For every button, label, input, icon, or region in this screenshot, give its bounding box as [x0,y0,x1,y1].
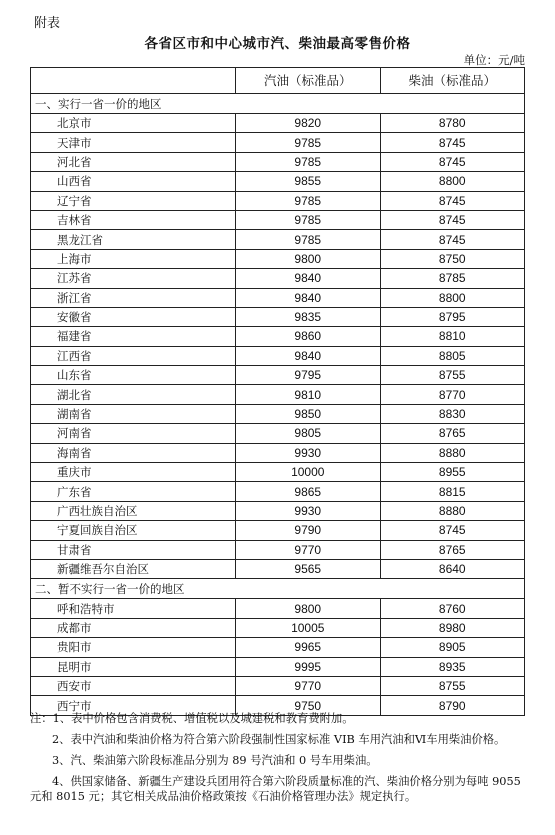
region-cell: 广西壮族自治区 [31,501,236,520]
table-row [31,191,525,210]
region-cell: 西宁市 [31,696,236,715]
region-cell: 湖南省 [31,404,236,423]
gasoline-price-cell: 9930 [236,501,381,520]
gasoline-price-cell: 9795 [236,366,381,385]
table-row [31,443,525,462]
table-row [31,424,525,443]
diesel-price-cell: 8755 [380,366,525,385]
gasoline-price-cell: 9860 [236,327,381,346]
region-cell: 山东省 [31,366,236,385]
region-cell: 重庆市 [31,463,236,482]
table-row [31,114,525,133]
region-cell: 湖北省 [31,385,236,404]
region-cell: 黑龙江省 [31,230,236,249]
diesel-price-cell: 8745 [380,210,525,229]
region-cell: 福建省 [31,327,236,346]
table-row [31,521,525,540]
region-cell: 北京市 [31,114,236,133]
diesel-price-cell: 8745 [380,152,525,171]
diesel-price-cell: 8880 [380,501,525,520]
table-row [31,249,525,268]
column-header-gasoline: 汽油（标准品） [236,68,381,94]
gasoline-price-cell: 9810 [236,385,381,404]
diesel-price-cell: 8745 [380,191,525,210]
section-label: 一、实行一省一价的地区 [31,94,525,114]
note-4: 4、供国家储备、新疆生产建设兵团用符合第六阶段质量标准的汽、柴油价格分别为每吨 9055 元和 8015 元；其它相关成品油价格政策按《石油价格管理办法》规定执行。 [30,775,521,803]
unit-label: 单位：元/吨 [463,53,525,67]
table-row [31,172,525,191]
gasoline-price-cell: 9785 [236,133,381,152]
table-row [31,540,525,559]
gasoline-price-cell: 9820 [236,114,381,133]
gasoline-price-cell: 9805 [236,424,381,443]
diesel-price-cell: 8765 [380,424,525,443]
diesel-price-cell: 8905 [380,638,525,657]
diesel-price-cell: 8790 [380,696,525,715]
region-cell: 成都市 [31,618,236,637]
region-cell: 天津市 [31,133,236,152]
region-cell: 江苏省 [31,269,236,288]
notes [30,711,530,810]
region-cell: 昆明市 [31,657,236,676]
table-row [31,133,525,152]
table-row [31,230,525,249]
table-row [31,152,525,171]
gasoline-price-cell: 9835 [236,307,381,326]
diesel-price-cell: 8830 [380,404,525,423]
diesel-price-cell: 8640 [380,559,525,578]
region-cell: 上海市 [31,249,236,268]
region-cell: 呼和浩特市 [31,599,236,618]
table-row [31,657,525,676]
region-cell: 河北省 [31,152,236,171]
gasoline-price-cell: 9930 [236,443,381,462]
appendix-label: 附表 [34,16,61,31]
gasoline-price-cell: 9965 [236,638,381,657]
column-header-region [31,68,236,94]
region-cell: 辽宁省 [31,191,236,210]
gasoline-price-cell: 9790 [236,521,381,540]
region-cell: 西安市 [31,676,236,695]
section-label: 二、暂不实行一省一价的地区 [31,579,525,599]
table-row [31,559,525,578]
region-cell: 宁夏回族自治区 [31,521,236,540]
diesel-price-cell: 8750 [380,249,525,268]
diesel-price-cell: 8770 [380,385,525,404]
diesel-price-cell: 8880 [380,443,525,462]
table-row [31,463,525,482]
gasoline-price-cell: 9840 [236,346,381,365]
table-row [31,366,525,385]
note-1: 注：1、表中价格包含消费税、增值税以及城建税和教育费附加。 [30,712,354,725]
region-cell: 海南省 [31,443,236,462]
table-row [31,210,525,229]
region-cell: 安徽省 [31,307,236,326]
region-cell: 吉林省 [31,210,236,229]
diesel-price-cell: 8800 [380,288,525,307]
gasoline-price-cell: 9840 [236,269,381,288]
diesel-price-cell: 8805 [380,346,525,365]
table-row [31,269,525,288]
gasoline-price-cell: 10000 [236,463,381,482]
diesel-price-cell: 8810 [380,327,525,346]
table-row [31,385,525,404]
gasoline-price-cell: 9855 [236,172,381,191]
region-cell: 甘肃省 [31,540,236,559]
column-header-diesel: 柴油（标准品） [380,68,525,94]
diesel-price-cell: 8745 [380,521,525,540]
note-3: 3、汽、柴油第六阶段标准品分别为 89 号汽油和 0 号车用柴油。 [52,754,378,767]
gasoline-price-cell: 9840 [236,288,381,307]
region-cell: 新疆维吾尔自治区 [31,559,236,578]
gasoline-price-cell: 10005 [236,618,381,637]
table-row [31,288,525,307]
table-row [31,327,525,346]
region-cell: 江西省 [31,346,236,365]
gasoline-price-cell: 9865 [236,482,381,501]
diesel-price-cell: 8955 [380,463,525,482]
section-row [31,94,525,114]
table-row [31,618,525,637]
gasoline-price-cell: 9800 [236,249,381,268]
diesel-price-cell: 8800 [380,172,525,191]
table-row [31,404,525,423]
diesel-price-cell: 8980 [380,618,525,637]
table-row [31,638,525,657]
diesel-price-cell: 8795 [380,307,525,326]
table-row [31,599,525,618]
diesel-price-cell: 8815 [380,482,525,501]
table-row [31,346,525,365]
note-2: 2、表中汽油和柴油价格为符合第六阶段强制性国家标准 VIB 车用汽油和Ⅵ车用柴油价格。 [52,733,506,746]
gasoline-price-cell: 9800 [236,599,381,618]
table-row [31,501,525,520]
gasoline-price-cell: 9850 [236,404,381,423]
gasoline-price-cell: 9785 [236,191,381,210]
page-title: 各省区市和中心城市汽、柴油最高零售价格 [144,36,411,52]
region-cell: 贵阳市 [31,638,236,657]
table-row [31,482,525,501]
gasoline-price-cell: 9995 [236,657,381,676]
table-header-row [31,68,525,94]
diesel-price-cell: 8745 [380,230,525,249]
price-table [30,67,525,716]
diesel-price-cell: 8935 [380,657,525,676]
region-cell: 河南省 [31,424,236,443]
gasoline-price-cell: 9770 [236,676,381,695]
gasoline-price-cell: 9785 [236,230,381,249]
diesel-price-cell: 8760 [380,599,525,618]
diesel-price-cell: 8755 [380,676,525,695]
diesel-price-cell: 8780 [380,114,525,133]
region-cell: 广东省 [31,482,236,501]
gasoline-price-cell: 9770 [236,540,381,559]
diesel-price-cell: 8785 [380,269,525,288]
table-row [31,676,525,695]
table-body [31,94,525,716]
section-row [31,579,525,599]
table-row [31,307,525,326]
gasoline-price-cell: 9750 [236,696,381,715]
diesel-price-cell: 8765 [380,540,525,559]
gasoline-price-cell: 9785 [236,152,381,171]
region-cell: 山西省 [31,172,236,191]
gasoline-price-cell: 9565 [236,559,381,578]
region-cell: 浙江省 [31,288,236,307]
gasoline-price-cell: 9785 [236,210,381,229]
diesel-price-cell: 8745 [380,133,525,152]
